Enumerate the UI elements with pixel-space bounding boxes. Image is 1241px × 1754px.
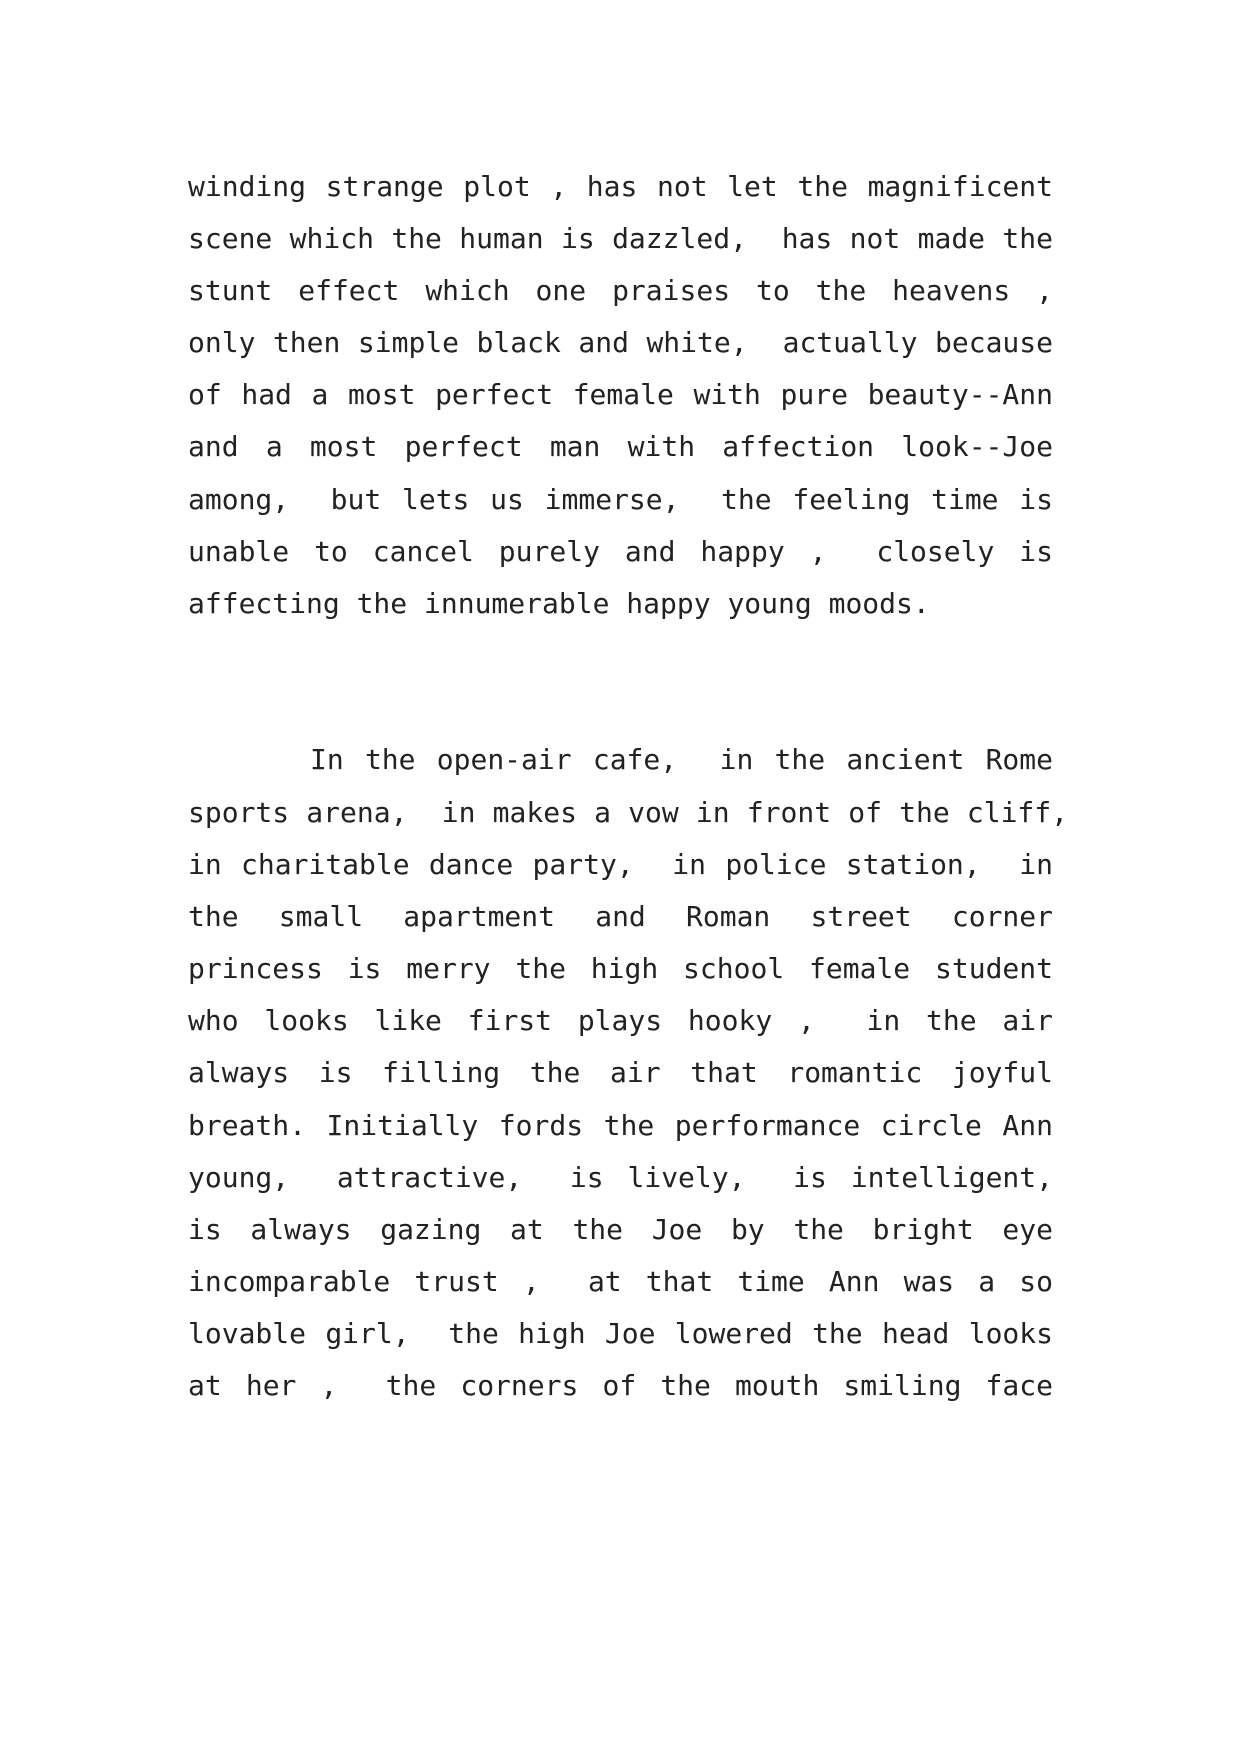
paragraph-1-line-6: and a most perfect man with affection look--Joe <box>188 430 1053 463</box>
paragraph-2-line-5: princess is merry the high school female student <box>188 952 1053 985</box>
paragraph-2-line-13: at her , the corners of the mouth smiling face <box>188 1369 1053 1402</box>
paragraph-2-line-3: in charitable dance party, in police station, in <box>188 848 1053 881</box>
paragraph-2-line-12: lovable girl, the high Joe lowered the head looks <box>188 1317 1053 1350</box>
paragraph-2-line-10: is always gazing at the Joe by the bright eye <box>188 1213 1053 1246</box>
paragraph-2-line-9: young, attractive, is lively, is intelligent, <box>188 1161 1053 1194</box>
paragraph-1-line-3: stunt effect which one praises to the heavens , <box>188 274 1053 307</box>
paragraph-1-line-2: scene which the human is dazzled, has not made the <box>188 222 1053 255</box>
paragraph-2-line-8: breath. Initially fords the performance circle Ann <box>188 1109 1053 1142</box>
paragraph-2-line-6: who looks like first plays hooky , in the air <box>188 1004 1053 1037</box>
paragraph-2-line-4: the small apartment and Roman street corner <box>188 900 1053 933</box>
paragraph-1-line-7: among, but lets us immerse, the feeling time is <box>188 483 1053 516</box>
paragraph-2-line-11: incomparable trust , at that time Ann was a so <box>188 1265 1053 1298</box>
paragraph-2-line-7: always is filling the air that romantic joyful <box>188 1056 1053 1089</box>
paragraph-2-line-1: In the open-air cafe, in the ancient Rome <box>310 743 1053 776</box>
paragraph-2-line-2: sports arena, in makes a vow in front of the cliff, <box>188 796 1068 829</box>
paragraph-1-line-1: winding strange plot , has not let the magnificent <box>188 170 1053 203</box>
paragraph-1-line-9: affecting the innumerable happy young moods. <box>188 587 930 620</box>
paragraph-1-line-5: of had a most perfect female with pure beauty--Ann <box>188 378 1053 411</box>
paragraph-1-line-8: unable to cancel purely and happy , closely is <box>188 535 1053 568</box>
paragraph-1-line-4: only then simple black and white, actually because <box>188 326 1053 359</box>
